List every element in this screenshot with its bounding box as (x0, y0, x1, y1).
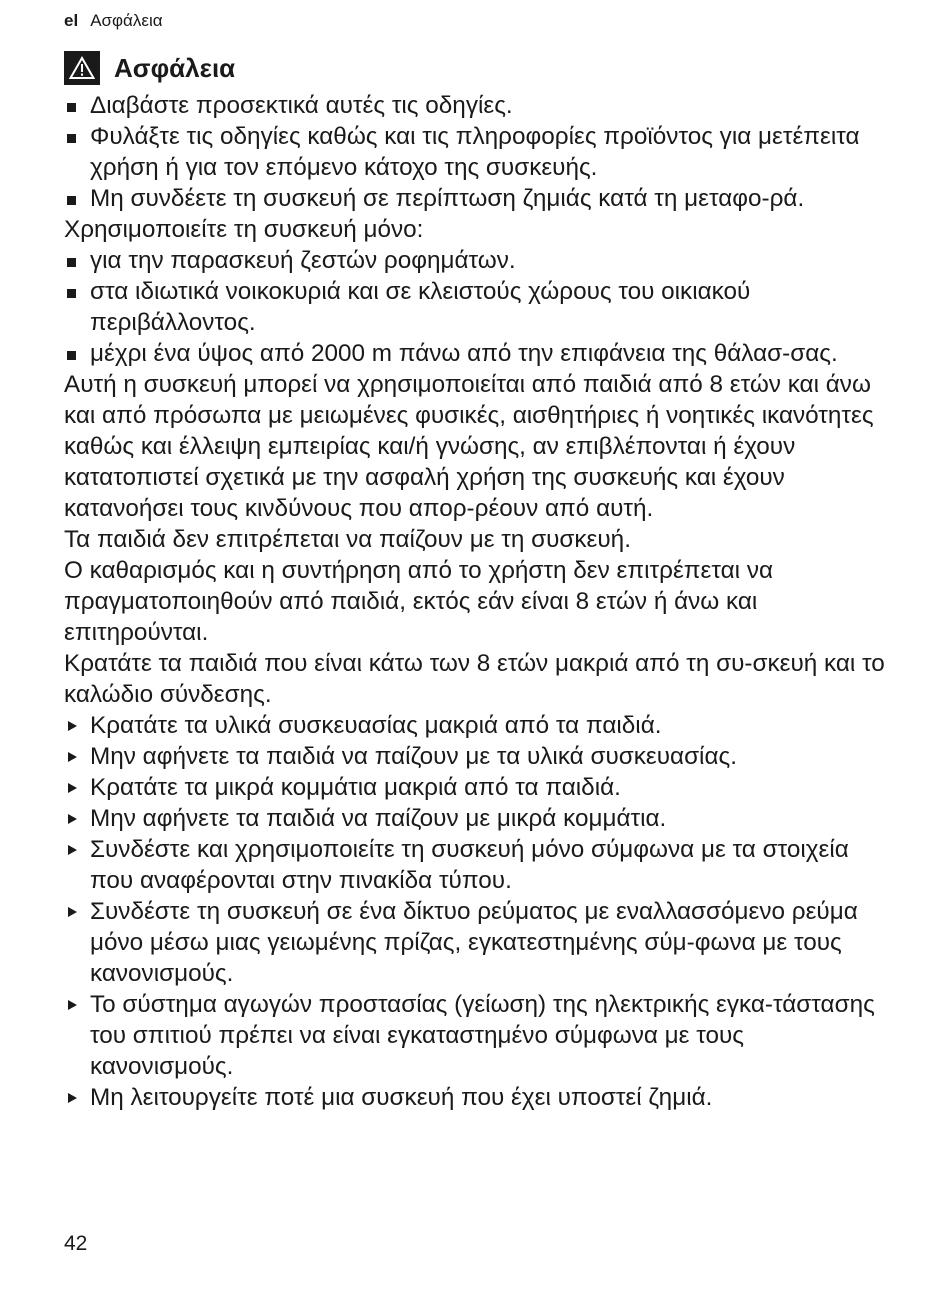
instruction-step: Μην αφήνετε τα παιδιά να παίζουν με τα υλικά συσκευασίας. (64, 741, 894, 772)
paragraph: Ο καθαρισμός και η συντήρηση από το χρήστη δεν επιτρέπεται να πραγματοποιηθούν από παιδιά, εκτός εάν είναι 8 ετών ή άνω και επιτηρούνται. (64, 557, 774, 646)
safety-content (64, 90, 894, 1113)
paragraph: Αυτή η συσκευή μπορεί να χρησιμοποιείται από παιδιά από 8 ετών και άνω και από πρόσωπα με μειωμένες φυσικές, αισθητήριες ή νοητικές ικανότητες καθώς και έλλειψη εμπειρίας και/ή γνώσης, αν επιβλέπονται ή έχουν κατατοπιστεί σχετικά με την ασφαλή χρήση της συσκευής και έχουν κατανοήσει τους κινδύνους που απορ-ρέουν από αυτή. (64, 371, 874, 522)
section-title: Ασφάλεια (114, 52, 236, 83)
instruction-step: Μην αφήνετε τα παιδιά να παίζουν με μικρά κομμάτια. (64, 803, 894, 834)
instruction-step: Συνδέστε και χρησιμοποιείτε τη συσκευή μόνο σύμφωνα με τα στοιχεία που αναφέρονται στην πινακίδα τύπου. (64, 834, 894, 896)
page-number: 42 (64, 1232, 88, 1255)
language-code: el (64, 11, 79, 30)
section-title-row (64, 50, 235, 86)
list-item: στα ιδιωτικά νοικοκυριά και σε κλειστούς χώρους του οικιακού περιβάλλοντος. (64, 276, 894, 338)
paragraph: Τα παιδιά δεν επιτρέπεται να παίζουν με τη συσκευή. (64, 526, 631, 553)
instruction-step: Μη λειτουργείτε ποτέ μια συσκευή που έχει υποστεί ζημιά. (64, 1082, 894, 1113)
instruction-step: Κρατάτε τα υλικά συσκευασίας μακριά από τα παιδιά. (64, 710, 894, 741)
paragraph: Κρατάτε τα παιδιά που είναι κάτω των 8 ετών μακριά από τη συ-σκευή και το καλώδιο σύνδεσης. (64, 650, 885, 708)
instruction-step: Το σύστημα αγωγών προστασίας (γείωση) της ηλεκτρικής εγκα-τάστασης του σπιτιού πρέπει να είναι εγκαταστημένο σύμφωνα με τους κανονισμούς. (64, 989, 894, 1082)
list-item: μέχρι ένα ύψος από 2000 m πάνω από την επιφάνεια της θάλασ-σας. (64, 338, 894, 369)
use-only-text: Χρησιμοποιείτε τη συσκευή μόνο: (64, 216, 424, 243)
instruction-step: Κρατάτε τα μικρά κομμάτια μακριά από τα παιδιά. (64, 772, 894, 803)
page-header (64, 11, 163, 31)
instruction-step: Συνδέστε τη συσκευή σε ένα δίκτυο ρεύματος με εναλλασσόμενο ρεύμα μόνο μέσω μιας γειωμένης πρίζας, εγκατεστημένης σύμ-φωνα με τους κανονισμούς. (64, 896, 894, 989)
list-item: Φυλάξτε τις οδηγίες καθώς και τις πληροφορίες προϊόντος για μετέπειτα χρήση ή για τον επόμενο κάτοχο της συσκευής. (64, 121, 894, 183)
warning-triangle-icon (64, 51, 100, 85)
list-item: Διαβάστε προσεκτικά αυτές τις οδηγίες. (64, 90, 894, 121)
header-section: Ασφάλεια (90, 11, 163, 30)
list-item: για την παρασκευή ζεστών ροφημάτων. (64, 245, 894, 276)
list-item: Μη συνδέετε τη συσκευή σε περίπτωση ζημιάς κατά τη μεταφο-ρά. (64, 183, 894, 214)
